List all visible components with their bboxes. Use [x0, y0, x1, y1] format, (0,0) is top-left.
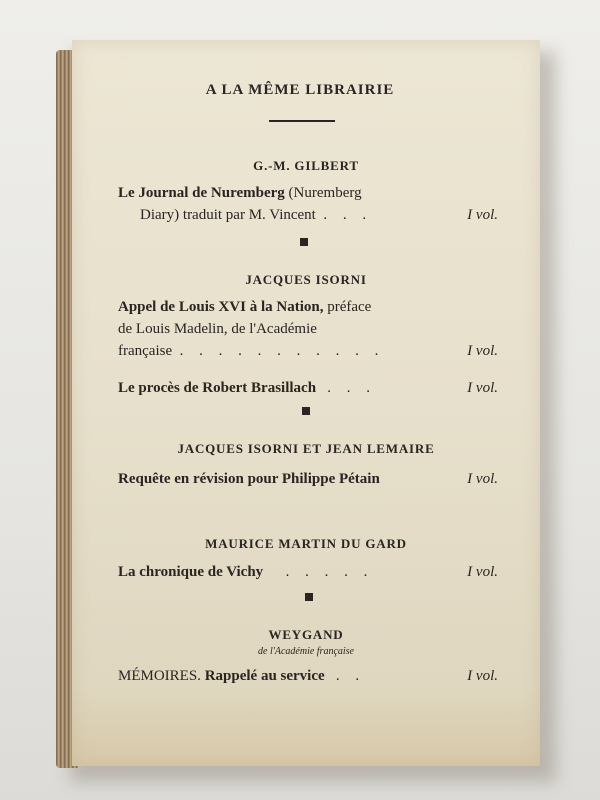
volume-count: I vol.: [467, 207, 498, 223]
book-title: La chronique de Vichy: [118, 564, 264, 580]
entry-line-2: [118, 204, 498, 226]
separator-square: [302, 407, 310, 415]
book-entry-appel-louis-xvi: [118, 296, 498, 362]
book-description: de Louis Madelin, de l'Académie: [118, 321, 317, 337]
book-series: MÉMOIRES.: [118, 668, 201, 684]
volume-count: I vol.: [467, 343, 498, 359]
entry-line-1: [118, 296, 498, 318]
entry-line-1: [118, 665, 498, 687]
author-isorni-lemaire: JACQUES ISORNI ET JEAN LEMAIRE: [177, 441, 435, 456]
book-entry-chronique-vichy: [118, 561, 498, 583]
volume-count: I vol.: [467, 471, 498, 487]
leader-dots: . . . . . . . . . . .: [179, 343, 385, 359]
leader-dots: . . .: [323, 207, 373, 223]
entry-line-1: [118, 377, 498, 399]
author-martin-du-gard: MAURICE MARTIN DU GARD: [205, 536, 407, 551]
volume-count: I vol.: [467, 564, 498, 580]
leader-dots: . . .: [327, 380, 377, 396]
book-title: Rappelé au service: [204, 668, 325, 684]
author-gilbert: G.-M. GILBERT: [253, 158, 359, 173]
author-weygand: WEYGAND: [268, 627, 344, 642]
entry-line-1: [118, 468, 498, 490]
book-description: préface: [323, 299, 372, 315]
book-entry-requete-revision: [118, 468, 498, 490]
book-entry-journal-nuremberg: [118, 182, 498, 226]
book-entry-proces-brasillach: [118, 377, 498, 399]
entry-line-3: [118, 340, 498, 362]
book-description: (Nuremberg: [284, 185, 362, 201]
book-back-cover: [72, 40, 540, 766]
book-entry-memoires: [118, 665, 498, 687]
entry-line-2: [118, 318, 498, 340]
book-description: Diary) traduit par M. Vincent: [140, 207, 316, 223]
author-affiliation: de l'Académie française: [258, 646, 354, 657]
book-title: Le Journal de Nuremberg: [118, 185, 285, 201]
book-title: Le procès de Robert Brasillach: [118, 380, 317, 396]
leader-dots: . .: [335, 668, 366, 684]
entry-line-1: [118, 182, 498, 204]
title-rule: [269, 120, 335, 122]
volume-count: I vol.: [467, 668, 498, 684]
book-title: Requête en révision pour Philippe Pétain: [118, 471, 380, 487]
book-description: française: [118, 343, 173, 359]
cover-stain: [72, 690, 540, 766]
author-isorni: JACQUES ISORNI: [245, 272, 367, 287]
separator-square: [300, 238, 308, 246]
page-title: A LA MÊME LIBRAIRIE: [205, 82, 395, 98]
book-title: Appel de Louis XVI à la Nation,: [118, 299, 324, 315]
entry-line-1: [118, 561, 498, 583]
leader-dots: . . . . .: [285, 564, 374, 580]
separator-square: [305, 593, 313, 601]
volume-count: I vol.: [467, 380, 498, 396]
